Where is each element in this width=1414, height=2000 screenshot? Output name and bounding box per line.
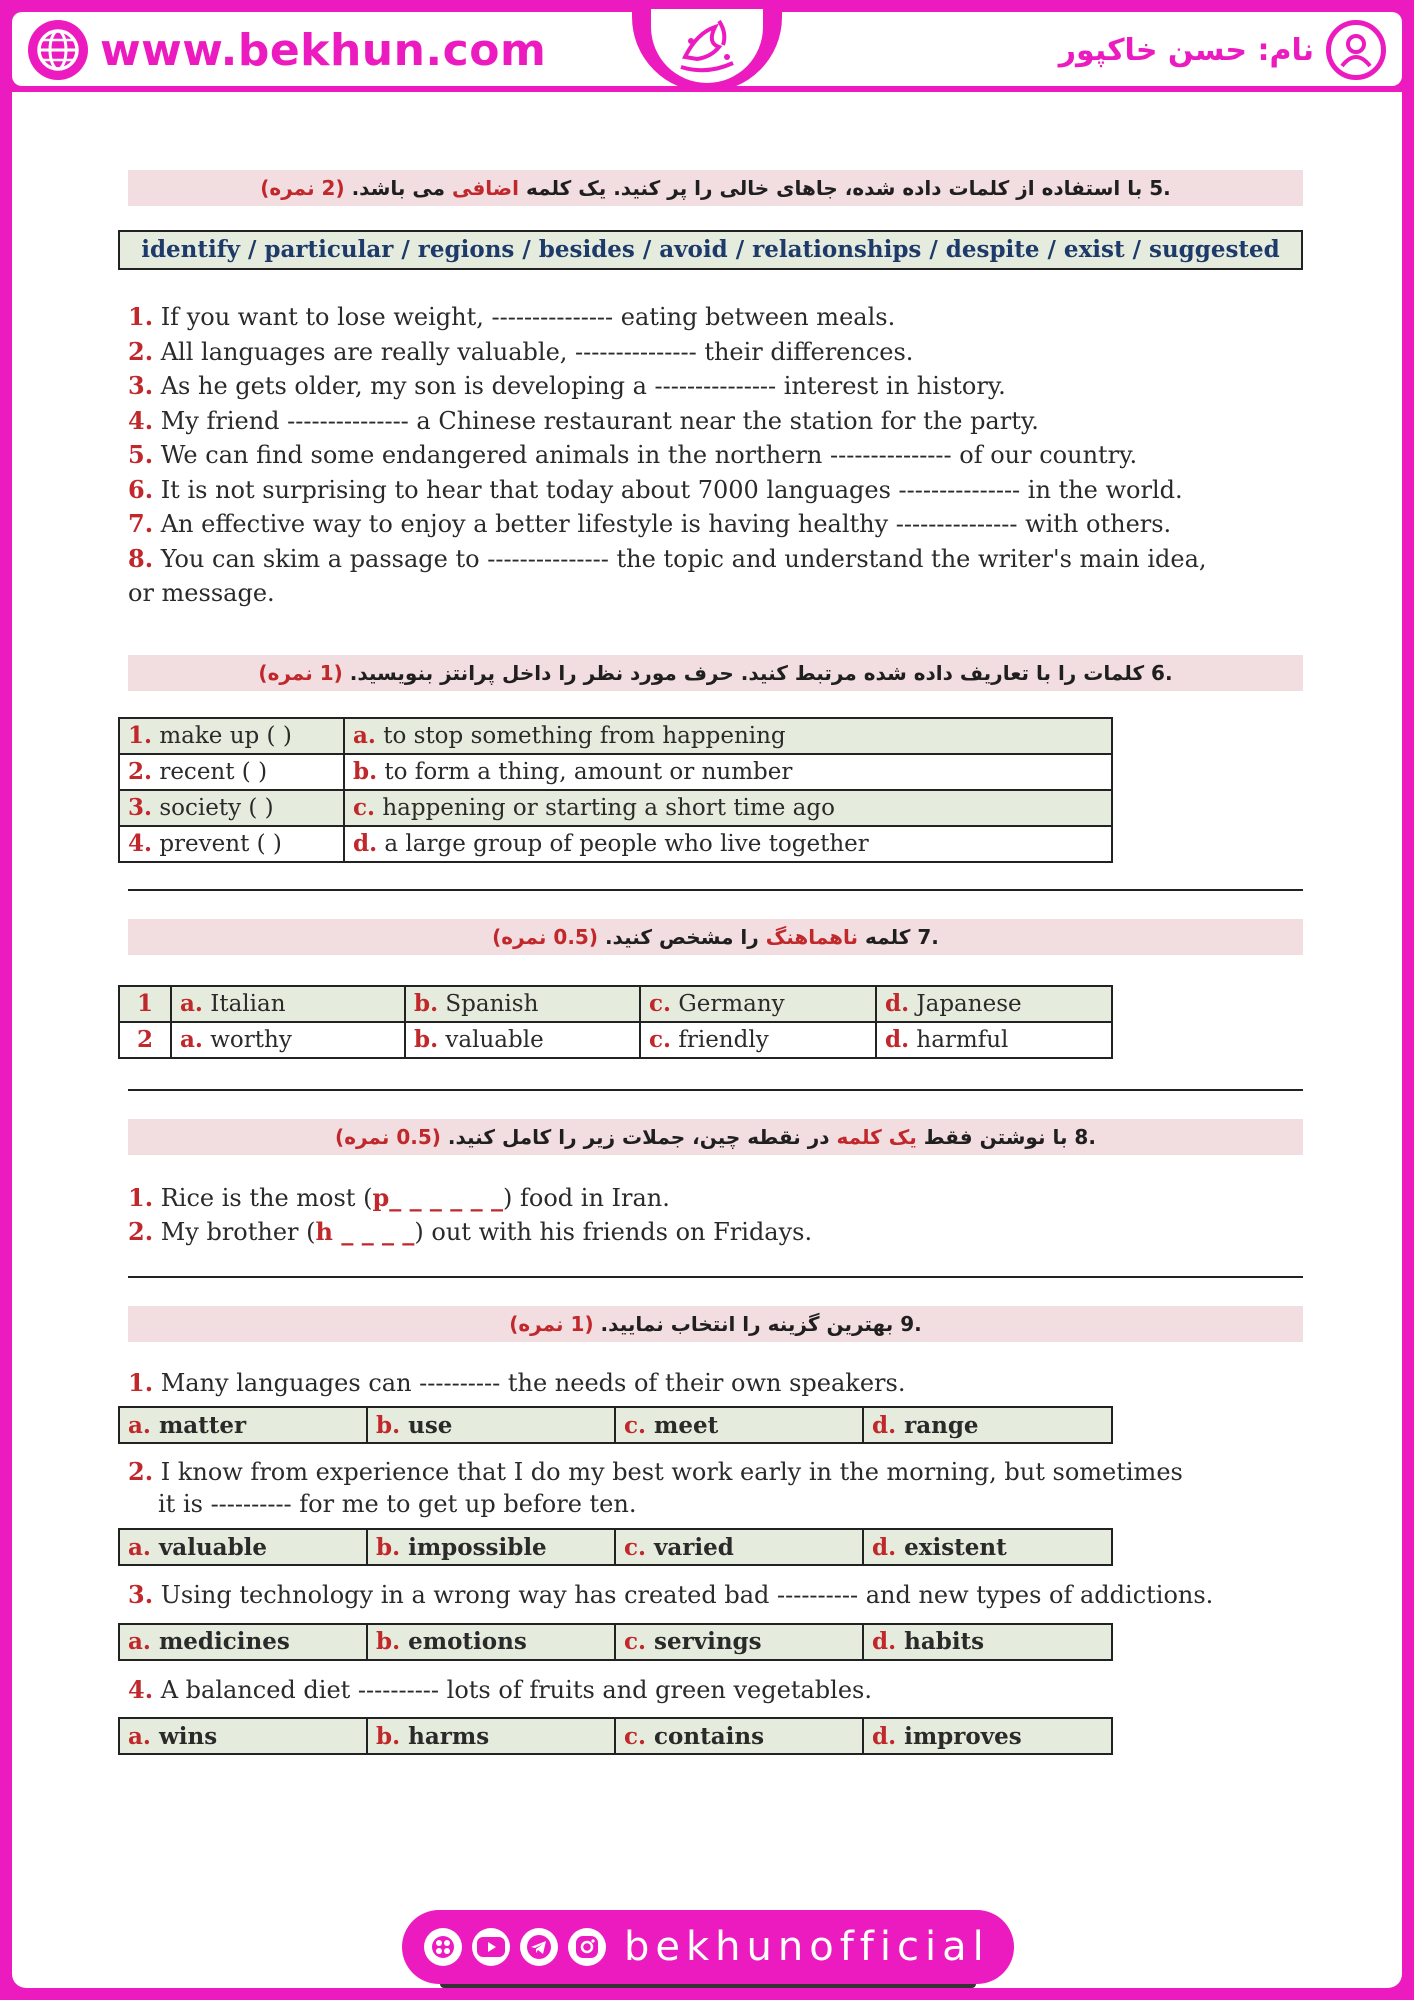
- question-item-continued: it is ---------- for me to get up before ten.: [158, 1490, 637, 1518]
- section-5-title: .5 با استفاده از کلمات داده شده، جاهای خالی را پر کنید. یک کلمه اضافی می باشد. (2 نمره): [128, 170, 1303, 206]
- question-item: 7. An effective way to enjoy a better lifestyle is having healthy --------------- with others.: [128, 509, 1172, 538]
- question-item: 2. I know from experience that I do my best work early in the morning, but sometimes: [128, 1457, 1183, 1486]
- divider: [128, 1276, 1303, 1278]
- question-item: 3. Using technology in a wrong way has created bad ---------- and new types of addictions.: [128, 1580, 1214, 1609]
- table-row: 2 a. worthy b. valuable c. friendly d. harmful: [119, 1022, 1112, 1058]
- section-9-title: .9 بهترین گزینه را انتخاب نمایید. (1 نمره): [128, 1306, 1303, 1342]
- question-item: 1. If you want to lose weight, --------------- eating between meals.: [128, 302, 896, 331]
- odd-word-table: [118, 985, 1113, 1059]
- user-icon: [1326, 20, 1386, 80]
- divider: [128, 889, 1303, 891]
- question-item: 1. Rice is the most (p_ _ _ _ _ _) food in Iran.: [128, 1182, 670, 1212]
- question-item: 2. All languages are really valuable, --------------- their differences.: [128, 336, 914, 366]
- matching-table: [118, 717, 1113, 863]
- telegram-icon[interactable]: [520, 1928, 558, 1966]
- question-item: 5. We can find some endangered animals in the northern --------------- of our country.: [128, 440, 1138, 469]
- student-name: [1059, 18, 1386, 82]
- social-handle[interactable]: bekhunofficial: [624, 1924, 990, 1970]
- question-item: 4. A balanced diet ---------- lots of fruits and green vegetables.: [128, 1674, 872, 1704]
- section-5-questions: [118, 300, 1308, 611]
- site-url: www.bekhun.com: [100, 24, 547, 76]
- section-8-title: .8 با نوشتن فقط یک کلمه در نقطه چین، جملات زیر را کامل کنید. (0.5 نمره): [128, 1119, 1303, 1155]
- question-item: 1. Many languages can ---------- the needs of their own speakers.: [128, 1367, 906, 1397]
- section-7-title: .7 کلمه ناهماهنگ را مشخص کنید. (0.5 نمره): [128, 919, 1303, 955]
- youtube-icon[interactable]: [472, 1928, 510, 1966]
- options-table: [118, 1717, 1113, 1755]
- table-row: a. matter b. use c. meet d. range: [119, 1407, 1112, 1443]
- aparat-icon[interactable]: [424, 1928, 462, 1966]
- table-row: 1. make up ( ) a. to stop something from happening: [119, 718, 1112, 754]
- question-item-continued: or message.: [128, 579, 275, 607]
- logo-mark-icon: [667, 13, 747, 79]
- section-6-title: .6 کلمات را با تعاریف داده شده مرتبط کنید. حرف مورد نظر را داخل پرانتز بنویسید. (1 نمره): [128, 655, 1303, 691]
- section-8-questions: [118, 1181, 1308, 1250]
- table-row: a. wins b. harms c. contains d. improves: [119, 1718, 1112, 1754]
- question-item: 2. My brother (h _ _ _ _) out with his friends on Fridays.: [128, 1217, 813, 1246]
- table-row: 2. recent ( ) b. to form a thing, amount or number: [119, 754, 1112, 790]
- table-row: 4. prevent ( ) d. a large group of people who live together: [119, 826, 1112, 862]
- question-item: 4. My friend --------------- a Chinese restaurant near the station for the party.: [128, 405, 1039, 435]
- question-item: 6. It is not surprising to hear that today about 7000 languages --------------- in the world.: [128, 474, 1183, 504]
- social-footer: [402, 1910, 1014, 1984]
- globe-icon: [28, 20, 88, 80]
- instagram-icon[interactable]: [568, 1928, 606, 1966]
- word-bank: identify / particular / regions / besides / avoid / relationships / despite / exist / suggested: [118, 230, 1303, 270]
- options-table: [118, 1623, 1113, 1661]
- table-row: a. medicines b. emotions c. servings d. habits: [119, 1624, 1112, 1660]
- site-link[interactable]: [28, 18, 546, 82]
- options-table: [118, 1406, 1113, 1444]
- table-row: a. valuable b. impossible c. varied d. existent: [119, 1529, 1112, 1565]
- divider: [128, 1089, 1303, 1091]
- worksheet: [118, 150, 1308, 1755]
- question-item: 8. You can skim a passage to --------------- the topic and understand the writer's main idea,: [128, 543, 1207, 573]
- name-text: نام: حسن خاکپور: [1058, 32, 1314, 68]
- table-row: 1 a. Italian b. Spanish c. Germany d. Japanese: [119, 986, 1112, 1022]
- table-row: 3. society ( ) c. happening or starting a short time ago: [119, 790, 1112, 826]
- options-table: [118, 1528, 1113, 1566]
- question-item: 3. As he gets older, my son is developing a --------------- interest in history.: [128, 371, 1006, 400]
